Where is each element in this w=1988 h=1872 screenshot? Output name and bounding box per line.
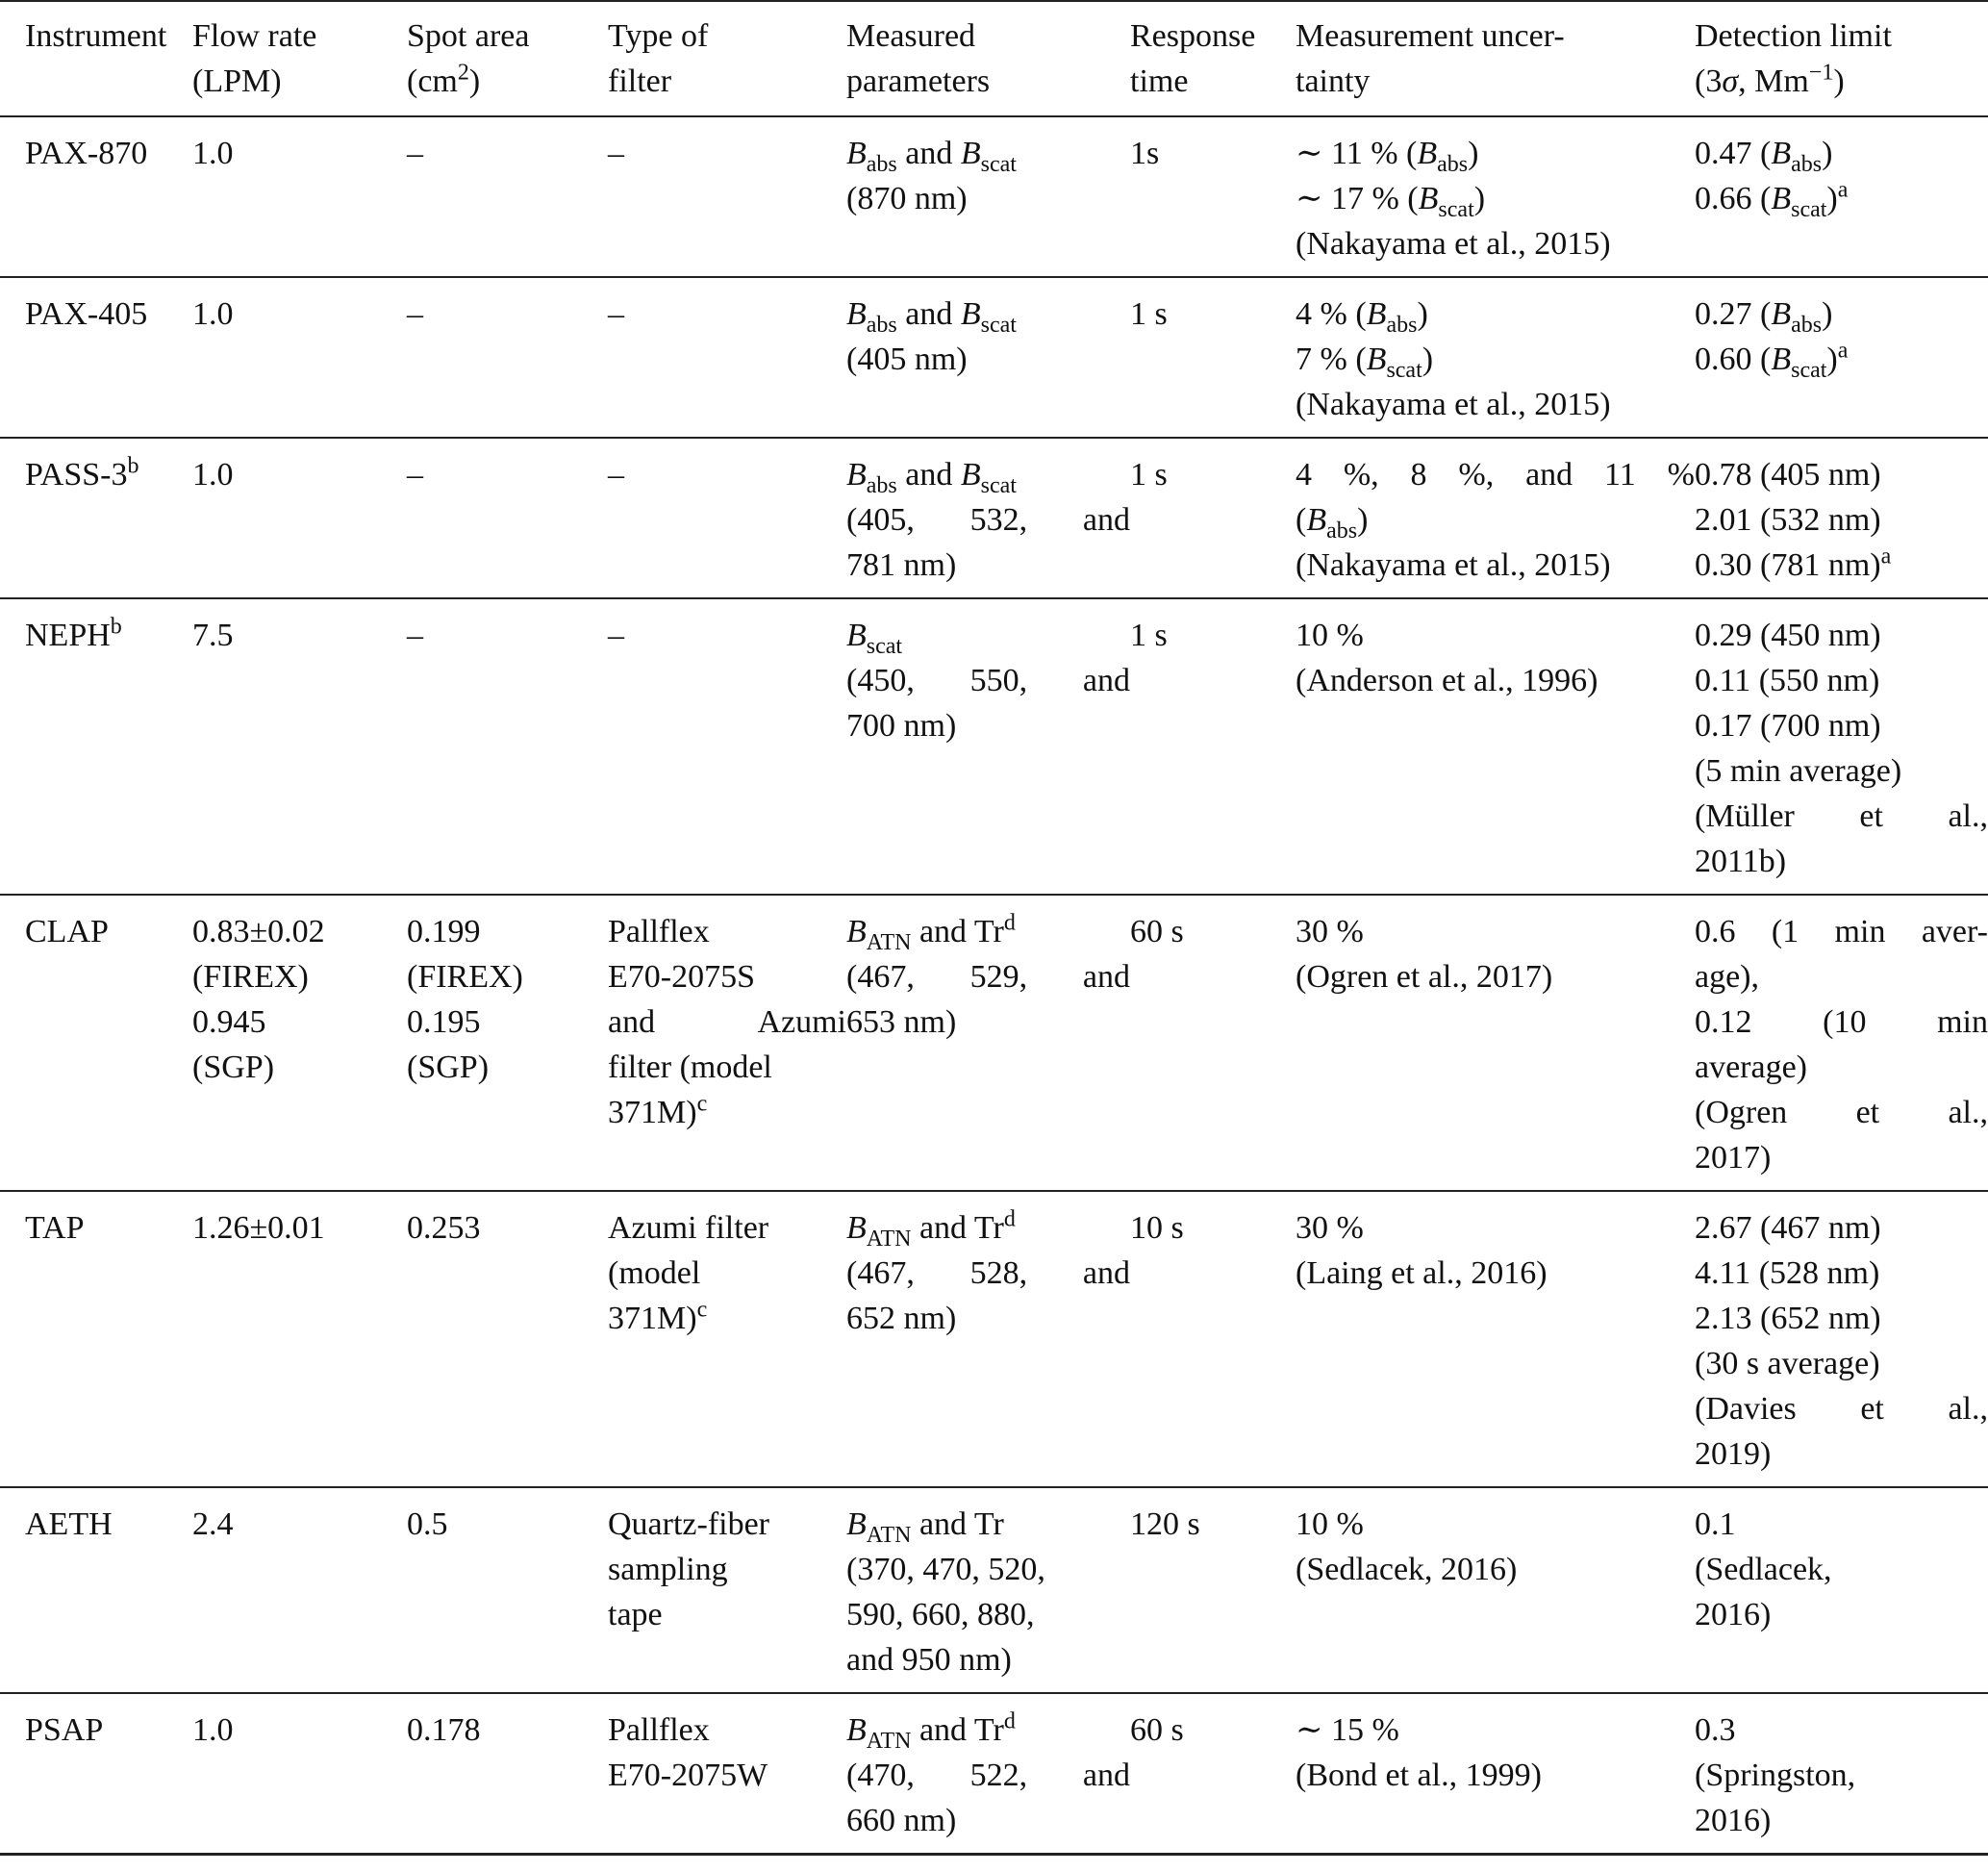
cell-line: 30 % (1296, 914, 1364, 949)
cell-line: $B_{abs}$ and $B_{scat}$ (846, 136, 1017, 177)
cell-line: 0.78 (405 nm) (1695, 457, 1881, 493)
cell-line: E70-2075S (608, 959, 755, 995)
cell-line: 653 nm) (846, 1004, 957, 1040)
cell-line: (Nakayama et al., 2015) (1296, 387, 1611, 422)
cell-line: 1 s (1130, 296, 1168, 332)
cell-line: 60 s (1130, 1712, 1184, 1748)
cell-line: $B_{abs}$ and $B_{scat}$ (846, 457, 1017, 498)
cell-line: 2017) (1695, 1140, 1772, 1176)
cell-spot-area (407, 438, 608, 598)
cell-line: (Müller et al., (1695, 798, 1988, 834)
cell-line: ∼ 17 % $(B_{scat})$ (1296, 181, 1486, 222)
cell-line: $B_{ATN}$ and Tr$^d$ (846, 1708, 1016, 1754)
cell-line: 2011b) (1695, 844, 1787, 879)
cell-line: NEPH$^b$ (25, 614, 122, 653)
cell-line: age), (1695, 959, 1760, 995)
cell-measured-parameters (846, 277, 1130, 438)
cell-instrument (0, 598, 192, 895)
cell-line: (Laing et al., 2016) (1296, 1255, 1548, 1291)
cell-flow-rate (192, 1693, 407, 1855)
cell-detection-limit (1695, 277, 1988, 438)
cell-line: 1.0 (192, 136, 234, 171)
cell-line: Pallflex (608, 1712, 710, 1748)
cell-line: 700 nm) (846, 708, 957, 744)
cell-line: (Bond et al., 1999) (1296, 1758, 1542, 1793)
cell-detection-limit (1695, 438, 1988, 598)
cell-line: 0.30 (781 nm)$^a$ (1695, 544, 1892, 583)
cell-line: 0.5 (407, 1506, 448, 1542)
cell-line: – (608, 457, 624, 493)
cell-line: (Sedlacek, 2016) (1296, 1552, 1518, 1587)
cell-line: 4.11 (528 nm) (1695, 1255, 1880, 1291)
cell-line: 2.67 (467 nm) (1695, 1210, 1881, 1246)
cell-measured-parameters (846, 598, 1130, 895)
cell-line: Pallflex (608, 914, 710, 949)
cell-line: 0.1 (1695, 1506, 1736, 1542)
cell-line: – (608, 296, 624, 332)
cell-line: and 950 nm) (846, 1642, 1012, 1678)
table-row (0, 895, 1988, 1191)
header-measured-parameters: Measured parameters (846, 18, 991, 99)
cell-line: (SGP) (407, 1050, 490, 1085)
cell-line: – (407, 136, 423, 171)
cell-response-time (1130, 895, 1296, 1191)
cell-instrument (0, 1693, 192, 1855)
cell-measured-parameters (846, 1693, 1130, 1855)
cell-spot-area (407, 598, 608, 895)
cell-line: 7 % $(B_{scat})$ (1296, 342, 1434, 383)
cell-filter-type (608, 1191, 846, 1487)
header-spot-area: Spot area $(cm^2)$ (407, 18, 530, 99)
cell-detection-limit (1695, 116, 1988, 277)
cell-line: 2016) (1695, 1597, 1772, 1632)
cell-line: 0.60 $(B_{scat})^a$ (1695, 338, 1849, 383)
cell-response-time (1130, 438, 1296, 598)
cell-line: 1 s (1130, 457, 1168, 493)
cell-line: CLAP (25, 914, 109, 949)
table-row (0, 438, 1988, 598)
cell-line: ∼ 15 % (1296, 1712, 1399, 1748)
cell-line: 0.178 (407, 1712, 481, 1748)
cell-spot-area (407, 895, 608, 1191)
cell-line: 0.195 (407, 1004, 481, 1040)
cell-line: tape (608, 1597, 663, 1632)
cell-detection-limit (1695, 1191, 1988, 1487)
cell-line: E70-2075W (608, 1758, 768, 1793)
table-row (0, 277, 1988, 438)
cell-response-time (1130, 1693, 1296, 1855)
table-row (0, 1191, 1988, 1487)
cell-line: 0.945 (192, 1004, 266, 1040)
cell-filter-type (608, 277, 846, 438)
cell-line: (Sedlacek, (1695, 1552, 1832, 1587)
cell-line: (30 s average) (1695, 1346, 1880, 1381)
cell-line: 590, 660, 880, (846, 1597, 1035, 1632)
cell-line: (467, 528, and (846, 1255, 1130, 1291)
cell-line: PSAP (25, 1712, 104, 1748)
cell-line: 30 % (1296, 1210, 1364, 1246)
cell-line: 371M)$^c$ (608, 1297, 708, 1336)
cell-line: (870 nm) (846, 181, 968, 216)
cell-instrument (0, 895, 192, 1191)
cell-instrument (0, 438, 192, 598)
cell-line: 10 % (1296, 618, 1364, 653)
cell-line: 1s (1130, 136, 1160, 171)
cell-line: 1 s (1130, 618, 1168, 653)
cell-uncertainty (1296, 1487, 1695, 1693)
cell-uncertainty (1296, 438, 1695, 598)
cell-line: – (608, 136, 624, 171)
cell-detection-limit (1695, 895, 1988, 1191)
cell-line: PAX-405 (25, 296, 148, 332)
cell-flow-rate (192, 1191, 407, 1487)
cell-measured-parameters (846, 1487, 1130, 1693)
cell-line: ∼ 11 % $(B_{abs})$ (1296, 136, 1479, 177)
cell-line: 0.199 (407, 914, 481, 949)
cell-line: 0.66 $(B_{scat})^a$ (1695, 177, 1849, 222)
cell-spot-area (407, 116, 608, 277)
cell-line: AETH (25, 1506, 113, 1542)
cell-flow-rate (192, 1487, 407, 1693)
cell-spot-area (407, 1693, 608, 1855)
cell-line: average) (1695, 1050, 1808, 1085)
table-header-row (0, 1, 1988, 116)
cell-line: $B_{ATN}$ and Tr$^d$ (846, 910, 1016, 955)
cell-response-time (1130, 598, 1296, 895)
cell-detection-limit (1695, 1693, 1988, 1855)
cell-line: (FIREX) (192, 959, 309, 995)
cell-line: sampling (608, 1552, 728, 1587)
cell-line: 371M)$^c$ (608, 1091, 708, 1130)
cell-filter-type (608, 116, 846, 277)
cell-line: PASS-3$^b$ (25, 453, 139, 493)
cell-line: 781 nm) (846, 547, 957, 583)
cell-line: 7.5 (192, 618, 234, 653)
cell-filter-type (608, 1693, 846, 1855)
cell-measured-parameters (846, 438, 1130, 598)
cell-line: (405, 532, and (846, 502, 1130, 538)
cell-line: 2.4 (192, 1506, 234, 1542)
cell-line: 652 nm) (846, 1301, 957, 1336)
header-uncertainty: Measurement uncer- tainty (1296, 18, 1565, 99)
cell-measured-parameters (846, 895, 1130, 1191)
cell-line: 2016) (1695, 1803, 1772, 1838)
cell-line: 10 s (1130, 1210, 1184, 1246)
cell-line: 0.29 (450 nm) (1695, 618, 1881, 653)
cell-line: $B_{ATN}$ and Tr (846, 1506, 1004, 1548)
cell-line: – (407, 296, 423, 332)
cell-line: 2.13 (652 nm) (1695, 1301, 1881, 1336)
cell-response-time (1130, 1191, 1296, 1487)
cell-uncertainty (1296, 277, 1695, 438)
cell-line: – (407, 618, 423, 653)
cell-line: 10 % (1296, 1506, 1364, 1542)
cell-line: (470, 522, and (846, 1758, 1130, 1793)
cell-flow-rate (192, 116, 407, 277)
cell-response-time (1130, 1487, 1296, 1693)
cell-instrument (0, 1487, 192, 1693)
cell-spot-area (407, 1487, 608, 1693)
cell-uncertainty (1296, 1693, 1695, 1855)
cell-line: TAP (25, 1210, 85, 1246)
cell-measured-parameters (846, 1191, 1130, 1487)
cell-flow-rate (192, 895, 407, 1191)
cell-line: $B_{abs}$ and $B_{scat}$ (846, 296, 1017, 338)
cell-uncertainty (1296, 1191, 1695, 1487)
cell-line: $B_{scat}$ (846, 618, 903, 659)
cell-line: 660 nm) (846, 1803, 957, 1838)
cell-flow-rate (192, 598, 407, 895)
cell-line: (FIREX) (407, 959, 523, 995)
cell-line: 1.26±0.01 (192, 1210, 325, 1246)
cell-line: 4 %, 8 %, and 11 % (1296, 457, 1695, 493)
cell-line: 0.6 (1 min aver- (1695, 914, 1988, 949)
cell-line: (model (608, 1255, 701, 1291)
cell-uncertainty (1296, 116, 1695, 277)
cell-line: (SGP) (192, 1050, 275, 1085)
cell-line: (Nakayama et al., 2015) (1296, 226, 1611, 262)
cell-line: (Springston, (1695, 1758, 1856, 1793)
cell-detection-limit (1695, 1487, 1988, 1693)
cell-uncertainty (1296, 598, 1695, 895)
cell-line: 0.27 $(B_{abs})$ (1695, 296, 1833, 338)
table-row (0, 116, 1988, 277)
cell-line: Quartz-fiber (608, 1506, 770, 1542)
cell-filter-type (608, 1487, 846, 1693)
cell-line: (450, 550, and (846, 663, 1130, 698)
cell-line: and Azumi (608, 1004, 846, 1040)
cell-filter-type (608, 438, 846, 598)
cell-instrument (0, 1191, 192, 1487)
cell-line: 60 s (1130, 914, 1184, 949)
cell-spot-area (407, 277, 608, 438)
cell-line: 120 s (1130, 1506, 1200, 1542)
cell-line: (Ogren et al., 2017) (1296, 959, 1553, 995)
cell-line: filter (model (608, 1050, 772, 1085)
cell-line: (Davies et al., (1695, 1391, 1988, 1427)
cell-line: 0.17 (700 nm) (1695, 708, 1881, 744)
cell-line: (370, 470, 520, (846, 1552, 1045, 1587)
cell-line: PAX-870 (25, 136, 148, 171)
cell-line: Azumi filter (608, 1210, 769, 1246)
cell-line: – (407, 457, 423, 493)
cell-line: – (608, 618, 624, 653)
cell-line: $B_{ATN}$ and Tr$^d$ (846, 1206, 1016, 1252)
cell-line: 2019) (1695, 1436, 1772, 1472)
cell-line: 0.253 (407, 1210, 481, 1246)
cell-line: (5 min average) (1695, 753, 1902, 789)
cell-line: 0.12 (10 min (1695, 1004, 1988, 1040)
cell-line: 4 % $(B_{abs})$ (1296, 296, 1428, 338)
cell-response-time (1130, 116, 1296, 277)
table-row (0, 598, 1988, 895)
cell-instrument (0, 116, 192, 277)
header-detection-limit: Detection limit (3σ, $Mm^{-1}$) (1695, 18, 1892, 99)
cell-flow-rate (192, 277, 407, 438)
cell-spot-area (407, 1191, 608, 1487)
cell-flow-rate (192, 438, 407, 598)
cell-line: (Ogren et al., (1695, 1095, 1988, 1130)
cell-line: 1.0 (192, 1712, 234, 1748)
header-filter-type: Type of filter (608, 18, 709, 99)
cell-line: (Nakayama et al., 2015) (1296, 547, 1611, 583)
cell-line: $(B_{abs})$ (1296, 502, 1369, 544)
cell-detection-limit (1695, 598, 1988, 895)
cell-measured-parameters (846, 116, 1130, 277)
table-row (0, 1487, 1988, 1693)
cell-instrument (0, 277, 192, 438)
header-instrument: Instrument (25, 18, 167, 54)
cell-line: 2.01 (532 nm) (1695, 502, 1881, 538)
cell-uncertainty (1296, 895, 1695, 1191)
cell-line: 1.0 (192, 457, 234, 493)
cell-filter-type (608, 598, 846, 895)
cell-line: (Anderson et al., 1996) (1296, 663, 1598, 698)
cell-line: 0.83±0.02 (192, 914, 325, 949)
cell-line: 0.11 (550 nm) (1695, 663, 1880, 698)
header-flow-rate: Flow rate (LPM) (192, 18, 317, 99)
cell-line: (405 nm) (846, 342, 968, 377)
cell-line: 1.0 (192, 296, 234, 332)
cell-line: 0.47 $(B_{abs})$ (1695, 136, 1833, 177)
header-response-time: Response time (1130, 18, 1256, 99)
cell-response-time (1130, 277, 1296, 438)
cell-filter-type (608, 895, 846, 1191)
cell-line: 0.3 (1695, 1712, 1736, 1748)
cell-line: (467, 529, and (846, 959, 1130, 995)
table-row (0, 1693, 1988, 1855)
